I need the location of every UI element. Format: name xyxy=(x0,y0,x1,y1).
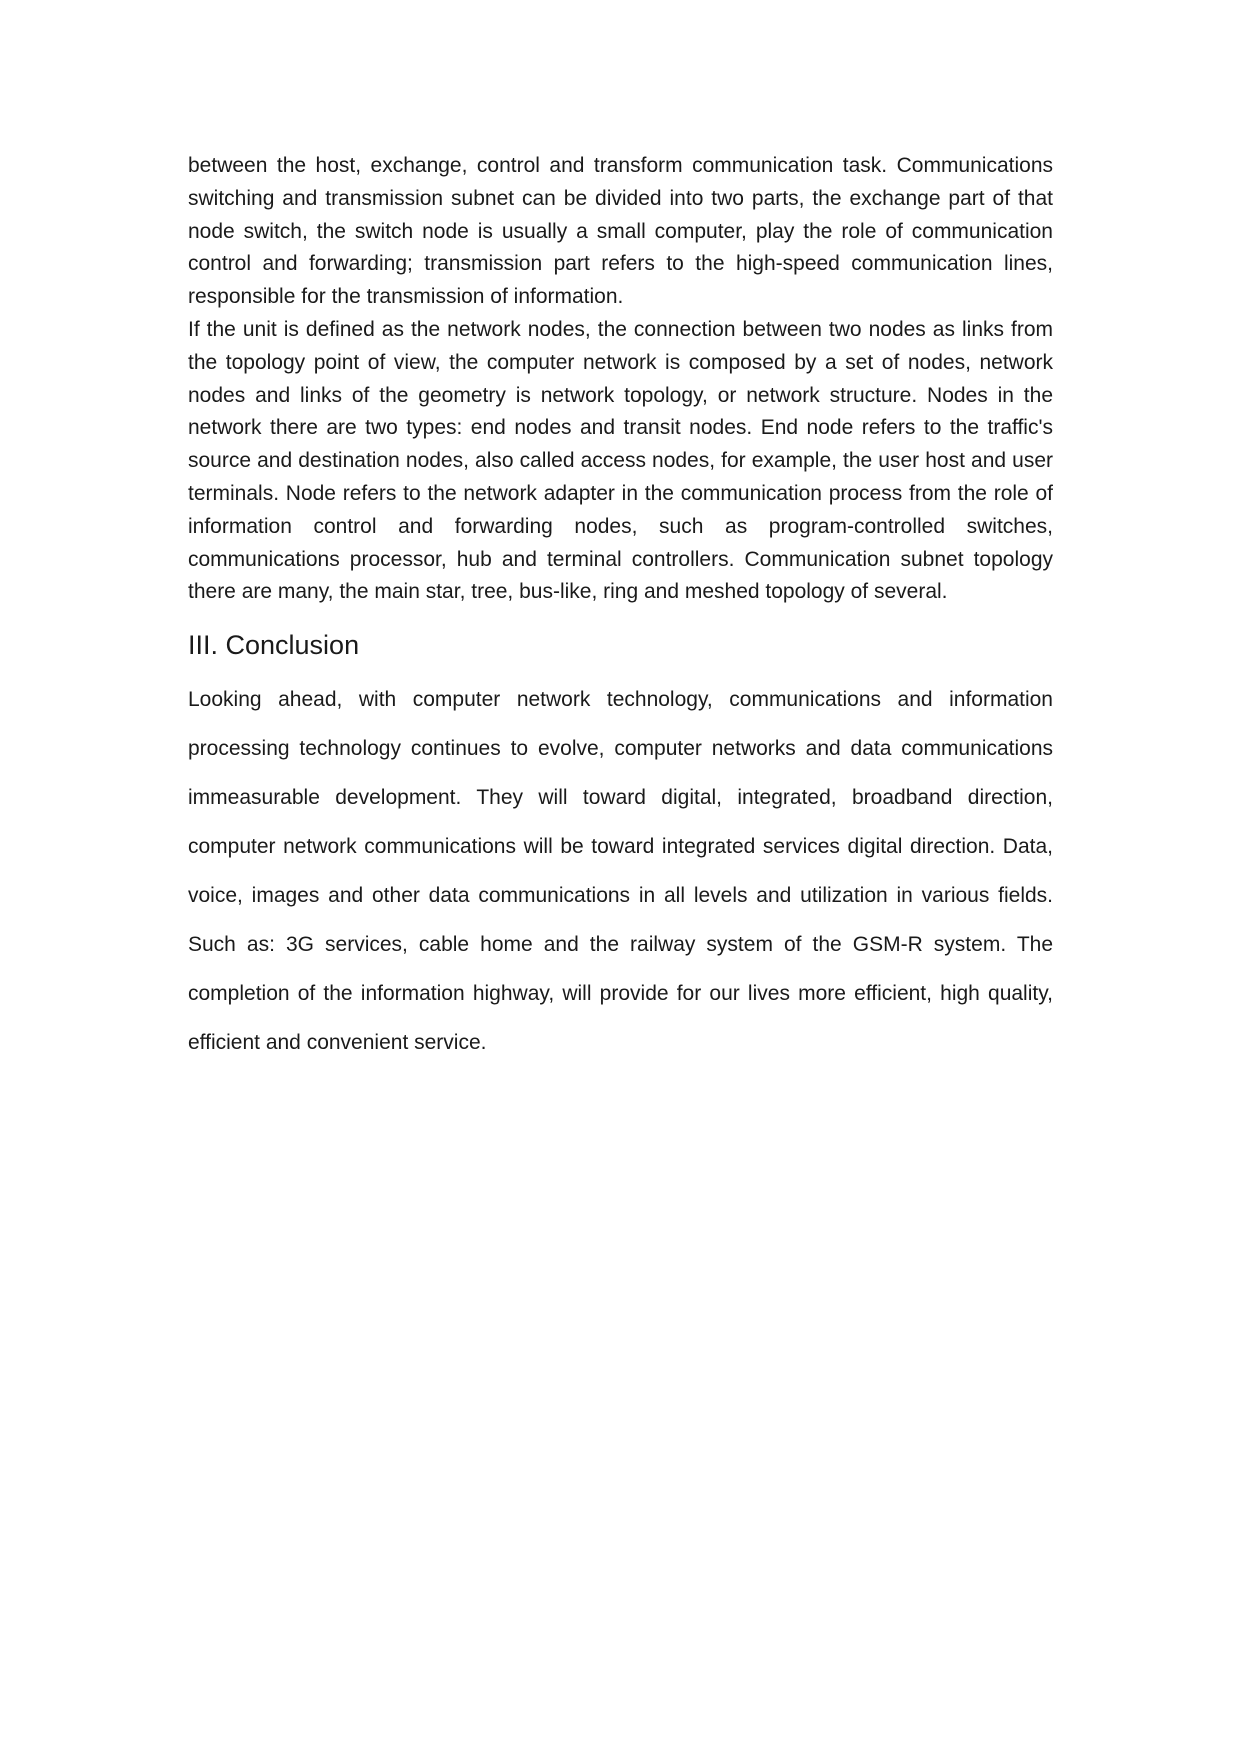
body-paragraph-2: If the unit is defined as the network nodes, the connection between two nodes as links from the topology point of view, the computer network is composed by a set of nodes, network nodes and links of the geometry is network topology, or network structure. Nodes in the network there are two types: end nodes and transit nodes. End node refers to the traffic's source and destination nodes, also called access nodes, for example, the user host and user terminals. Node refers to the network adapter in the communication process from the role of information control and forwarding nodes, such as program-controlled switches, communications processor, hub and terminal controllers. Communication subnet topology there are many, the main star, tree, bus-like, ring and meshed topology of several. xyxy=(188,317,1053,604)
body-paragraph-1: between the host, exchange, control and transform communication task. Communications switching and transmission subnet can be divided into two parts, the exchange part of that node switch, the switch node is usually a small computer, play the role of communication control and forwarding; transmission part refers to the high-speed communication lines, responsible for the transmission of information. xyxy=(188,154,1053,309)
page-content xyxy=(188,150,1053,1067)
conclusion-paragraph: Looking ahead, with computer network technology, communications and information processing technology continues to evolve, computer networks and data communications immeasurable development. They will toward digital, integrated, broadband direction, computer network communications will be toward integrated services digital direction. Data, voice, images and other data communications in all levels and utilization in various fields. Such as: 3G services, cable home and the railway system of the GSM-R system. The completion of the information highway, will provide for our lives more efficient, high quality, efficient and convenient service. xyxy=(188,688,1053,1055)
section-heading-conclusion: III. Conclusion xyxy=(188,630,360,661)
